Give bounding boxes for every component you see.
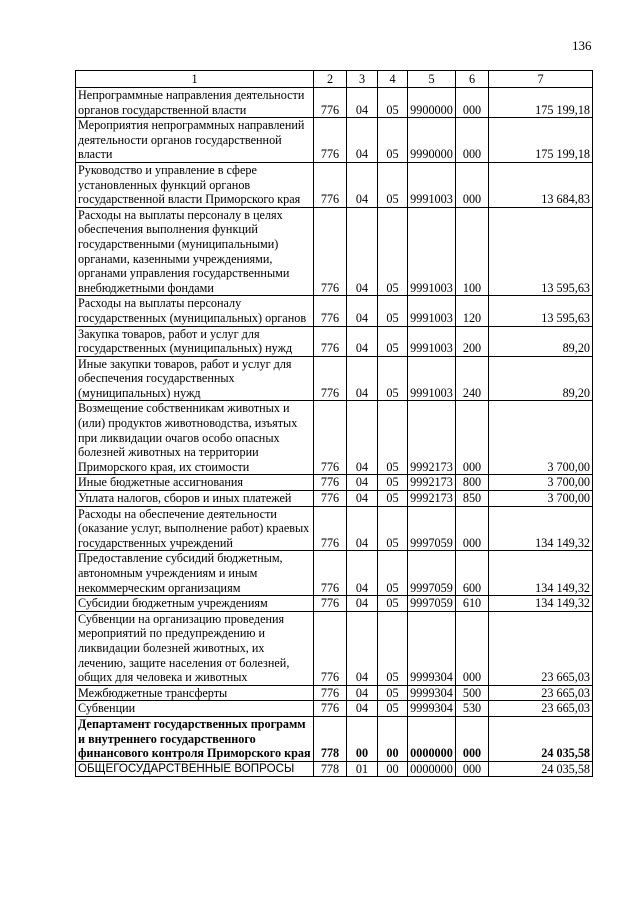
row-name: Расходы на обеспечение деятельности (оказание услуг, выполнение работ) краевых государственных учреждений	[76, 506, 314, 551]
amount: 3 700,00	[489, 475, 593, 491]
subsection-code: 05	[378, 611, 408, 685]
table-row	[76, 685, 593, 701]
amount: 23 665,03	[489, 685, 593, 701]
amount: 175 199,18	[489, 118, 593, 163]
subsection-code: 05	[378, 506, 408, 551]
amount: 3 700,00	[489, 401, 593, 475]
table-row	[76, 401, 593, 475]
expense-type-code: 200	[456, 326, 489, 356]
section-code: 04	[347, 356, 378, 401]
header-cell: 5	[408, 71, 456, 88]
header-cell: 3	[347, 71, 378, 88]
table-row-department	[76, 716, 593, 761]
subsection-code: 05	[378, 491, 408, 507]
row-name: Непрограммные направления деятельности органов государственной власти	[76, 88, 314, 118]
header-cell: 1	[76, 71, 314, 88]
section-code: 04	[347, 401, 378, 475]
expense-type-code: 800	[456, 475, 489, 491]
ministry-code: 776	[314, 506, 347, 551]
subsection-code: 05	[378, 326, 408, 356]
row-name: Руководство и управление в сфере установленных функций органов государственной власти Приморского края	[76, 162, 314, 207]
amount: 175 199,18	[489, 88, 593, 118]
table-row-section	[76, 761, 593, 777]
amount: 13 684,83	[489, 162, 593, 207]
target-article-code: 9900000	[408, 88, 456, 118]
ministry-code: 776	[314, 551, 347, 596]
ministry-code: 776	[314, 685, 347, 701]
header-cell: 7	[489, 71, 593, 88]
target-article-code: 9999304	[408, 611, 456, 685]
table-row	[76, 596, 593, 612]
table-row	[76, 551, 593, 596]
row-name: Мероприятия непрограммных направлений деятельности органов государственной власти	[76, 118, 314, 163]
subsection-code: 05	[378, 401, 408, 475]
ministry-code: 776	[314, 611, 347, 685]
row-name: Возмещение собственникам животных и (или) продуктов животноводства, изъятых при ликвидации очагов особо опасных болезней животных на территории Приморского края, их стоимости	[76, 401, 314, 475]
section-code: 01	[347, 761, 378, 777]
ministry-code: 776	[314, 88, 347, 118]
subsection-code: 00	[378, 761, 408, 777]
amount: 134 149,32	[489, 506, 593, 551]
expense-type-code: 240	[456, 356, 489, 401]
section-code: 04	[347, 491, 378, 507]
expense-type-code: 120	[456, 296, 489, 326]
table-row	[76, 506, 593, 551]
table-row	[76, 356, 593, 401]
budget-table	[75, 70, 593, 777]
target-article-code: 9991003	[408, 296, 456, 326]
amount: 24 035,58	[489, 761, 593, 777]
ministry-code: 776	[314, 326, 347, 356]
section-code: 04	[347, 611, 378, 685]
subsection-code: 00	[378, 716, 408, 761]
ministry-code: 776	[314, 401, 347, 475]
amount: 13 595,63	[489, 296, 593, 326]
target-article-code: 9991003	[408, 356, 456, 401]
row-name: Иные закупки товаров, работ и услуг для обеспечения государственных (муниципальных) нужд	[76, 356, 314, 401]
ministry-code: 776	[314, 356, 347, 401]
row-name: Иные бюджетные ассигнования	[76, 475, 314, 491]
expense-type-code: 000	[456, 401, 489, 475]
amount: 23 665,03	[489, 701, 593, 717]
expense-type-code: 000	[456, 162, 489, 207]
row-name: Уплата налогов, сборов и иных платежей	[76, 491, 314, 507]
table-row	[76, 475, 593, 491]
row-name: ОБЩЕГОСУДАРСТВЕННЫЕ ВОПРОСЫ	[76, 761, 314, 777]
target-article-code: 0000000	[408, 716, 456, 761]
table-row	[76, 296, 593, 326]
subsection-code: 05	[378, 475, 408, 491]
expense-type-code: 000	[456, 118, 489, 163]
subsection-code: 05	[378, 701, 408, 717]
expense-type-code: 600	[456, 551, 489, 596]
row-name: Предоставление субсидий бюджетным, автономным учреждениям и иным некоммерческим организациям	[76, 551, 314, 596]
section-code: 04	[347, 162, 378, 207]
amount: 134 149,32	[489, 596, 593, 612]
table-row	[76, 701, 593, 717]
subsection-code: 05	[378, 685, 408, 701]
section-code: 04	[347, 207, 378, 296]
ministry-code: 776	[314, 296, 347, 326]
amount: 89,20	[489, 326, 593, 356]
subsection-code: 05	[378, 88, 408, 118]
table-row	[76, 326, 593, 356]
target-article-code: 9997059	[408, 506, 456, 551]
ministry-code: 776	[314, 207, 347, 296]
section-code: 04	[347, 506, 378, 551]
ministry-code: 776	[314, 475, 347, 491]
ministry-code: 776	[314, 491, 347, 507]
subsection-code: 05	[378, 596, 408, 612]
page-number: 136	[572, 38, 592, 53]
table-row	[76, 611, 593, 685]
target-article-code: 9991003	[408, 207, 456, 296]
expense-type-code: 000	[456, 761, 489, 777]
expense-type-code: 500	[456, 685, 489, 701]
table-row	[76, 88, 593, 118]
row-name: Субвенции на организацию проведения мероприятий по предупреждению и ликвидации болезней животных, их лечению, защите населения от болезней, общих для человека и животных	[76, 611, 314, 685]
amount: 24 035,58	[489, 716, 593, 761]
target-article-code: 9992173	[408, 491, 456, 507]
amount: 89,20	[489, 356, 593, 401]
expense-type-code: 850	[456, 491, 489, 507]
ministry-code: 776	[314, 118, 347, 163]
section-code: 04	[347, 88, 378, 118]
section-code: 04	[347, 475, 378, 491]
subsection-code: 05	[378, 162, 408, 207]
row-name: Межбюджетные трансферты	[76, 685, 314, 701]
header-cell: 4	[378, 71, 408, 88]
table-row	[76, 491, 593, 507]
section-code: 04	[347, 551, 378, 596]
row-name: Субвенции	[76, 701, 314, 717]
target-article-code: 9999304	[408, 701, 456, 717]
amount: 13 595,63	[489, 207, 593, 296]
target-article-code: 9991003	[408, 162, 456, 207]
amount: 134 149,32	[489, 551, 593, 596]
section-code: 04	[347, 596, 378, 612]
expense-type-code: 610	[456, 596, 489, 612]
target-article-code: 9991003	[408, 326, 456, 356]
expense-type-code: 000	[456, 506, 489, 551]
row-name: Расходы на выплаты персоналу в целях обеспечения выполнения функций государственными (муниципальными) органами, казенными учреждениями, органами управления государственными внебюджетными фондами	[76, 207, 314, 296]
expense-type-code: 530	[456, 701, 489, 717]
ministry-code: 776	[314, 596, 347, 612]
subsection-code: 05	[378, 207, 408, 296]
ministry-code: 776	[314, 162, 347, 207]
section-code: 00	[347, 716, 378, 761]
expense-type-code: 000	[456, 88, 489, 118]
target-article-code: 9997059	[408, 551, 456, 596]
target-article-code: 9992173	[408, 475, 456, 491]
ministry-code: 778	[314, 761, 347, 777]
amount: 23 665,03	[489, 611, 593, 685]
target-article-code: 9999304	[408, 685, 456, 701]
section-code: 04	[347, 118, 378, 163]
ministry-code: 776	[314, 701, 347, 717]
target-article-code: 9990000	[408, 118, 456, 163]
row-name: Департамент государственных программ и внутреннего государственного финансового контроля Приморского края	[76, 716, 314, 761]
section-code: 04	[347, 685, 378, 701]
table-row	[76, 162, 593, 207]
section-code: 04	[347, 326, 378, 356]
section-code: 04	[347, 701, 378, 717]
header-row	[76, 71, 593, 88]
expense-type-code: 000	[456, 611, 489, 685]
row-name: Закупка товаров, работ и услуг для государственных (муниципальных) нужд	[76, 326, 314, 356]
ministry-code: 778	[314, 716, 347, 761]
section-code: 04	[347, 296, 378, 326]
table-row	[76, 207, 593, 296]
table-row	[76, 118, 593, 163]
header-cell: 2	[314, 71, 347, 88]
subsection-code: 05	[378, 551, 408, 596]
header-cell: 6	[456, 71, 489, 88]
expense-type-code: 100	[456, 207, 489, 296]
subsection-code: 05	[378, 118, 408, 163]
target-article-code: 9997059	[408, 596, 456, 612]
target-article-code: 0000000	[408, 761, 456, 777]
subsection-code: 05	[378, 296, 408, 326]
amount: 3 700,00	[489, 491, 593, 507]
row-name: Расходы на выплаты персоналу государственных (муниципальных) органов	[76, 296, 314, 326]
subsection-code: 05	[378, 356, 408, 401]
row-name: Субсидии бюджетным учреждениям	[76, 596, 314, 612]
target-article-code: 9992173	[408, 401, 456, 475]
expense-type-code: 000	[456, 716, 489, 761]
